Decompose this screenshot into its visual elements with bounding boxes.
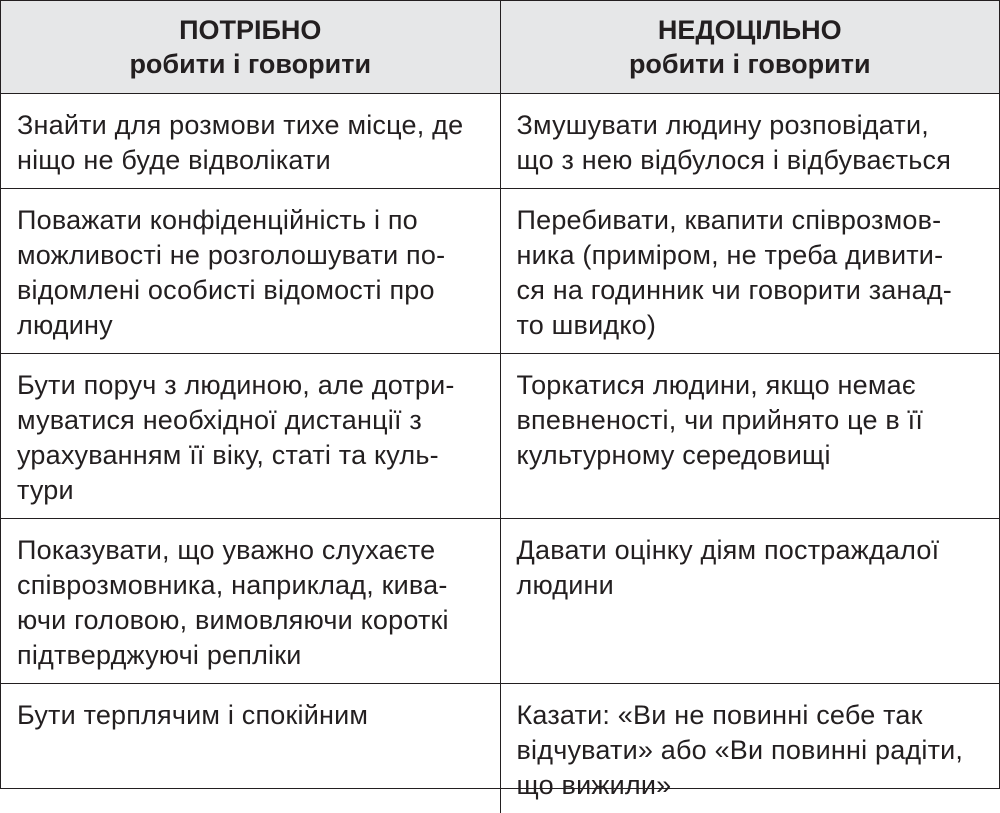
- cell-text-line: людину: [17, 309, 113, 340]
- cell-text-line: Змушувати людину розповідати,: [516, 109, 929, 140]
- cell-text-line: Поважати конфіденційність і по: [17, 204, 418, 235]
- cell-dont: [500, 518, 999, 683]
- table-row: [1, 188, 999, 353]
- cell-dont: [500, 353, 999, 518]
- cell-do: [1, 188, 500, 353]
- header-dont-title: НЕДОЦІЛЬНО: [657, 14, 842, 45]
- do-dont-table: [1, 1, 999, 813]
- cell-text-line: можливості не розголошувати по-: [17, 239, 446, 270]
- cell-text-line: що з нею відбулося і відбувається: [516, 144, 952, 175]
- table-row: [1, 683, 999, 813]
- cell-dont: [500, 93, 999, 188]
- cell-text-line: впевненості, чи прийнято це в її: [516, 404, 924, 435]
- header-row: [1, 1, 999, 93]
- table-row: [1, 353, 999, 518]
- cell-do: [1, 353, 500, 518]
- cell-text-line: ючи головою, вимовляючи короткі: [17, 604, 449, 635]
- cell-text-line: ніщо не буде відволікати: [17, 144, 331, 175]
- cell-text-line: урахуванням її віку, статі та куль-: [17, 439, 439, 470]
- cell-text-line: ника (приміром, не треба дивити-: [516, 239, 944, 270]
- cell-text-line: відчувати» або «Ви повинні радіти,: [516, 734, 964, 765]
- cell-text-line: відомлені особисті відомості про: [17, 274, 435, 305]
- header-do-subtitle: робити і говорити: [129, 48, 372, 79]
- cell-text-line: Давати оцінку діям постраждалої: [516, 534, 940, 565]
- cell-text-line: Перебивати, квапити співрозмов-: [516, 204, 942, 235]
- cell-do: [1, 518, 500, 683]
- cell-text-line: Торкатися людини, якщо немає: [516, 369, 916, 400]
- cell-text-line: культурному середовищі: [516, 439, 831, 470]
- header-dont: [500, 1, 999, 93]
- cell-text-line: Бути поруч з людиною, але дотри-: [17, 369, 455, 400]
- table-row: [1, 93, 999, 188]
- cell-text-line: Знайти для розмови тихе місце, де: [17, 109, 464, 140]
- cell-text-line: підтверджуючі репліки: [17, 639, 302, 670]
- header-do-title: ПОТРІБНО: [179, 14, 322, 45]
- cell-text-line: що вижили»: [516, 769, 672, 800]
- cell-do: [1, 93, 500, 188]
- cell-text-line: людини: [516, 569, 614, 600]
- table-row: [1, 518, 999, 683]
- cell-text-line: Показувати, що уважно слухаєте: [17, 534, 436, 565]
- cell-text-line: Бути терплячим і спокійним: [17, 699, 369, 730]
- cell-text-line: ся на годинник чи говорити занад-: [516, 274, 952, 305]
- cell-do: [1, 683, 500, 813]
- cell-text-line: тури: [17, 474, 74, 505]
- cell-text-line: співрозмовника, наприклад, кива-: [17, 569, 448, 600]
- cell-text-line: Казати: «Ви не повинні себе так: [516, 699, 923, 730]
- header-dont-subtitle: робити і говорити: [628, 48, 871, 79]
- cell-text-line: муватися необхідної дистанції з: [17, 404, 422, 435]
- cell-text-line: то швидко): [516, 309, 657, 340]
- header-do: [1, 1, 500, 93]
- cell-dont: [500, 683, 999, 813]
- cell-dont: [500, 188, 999, 353]
